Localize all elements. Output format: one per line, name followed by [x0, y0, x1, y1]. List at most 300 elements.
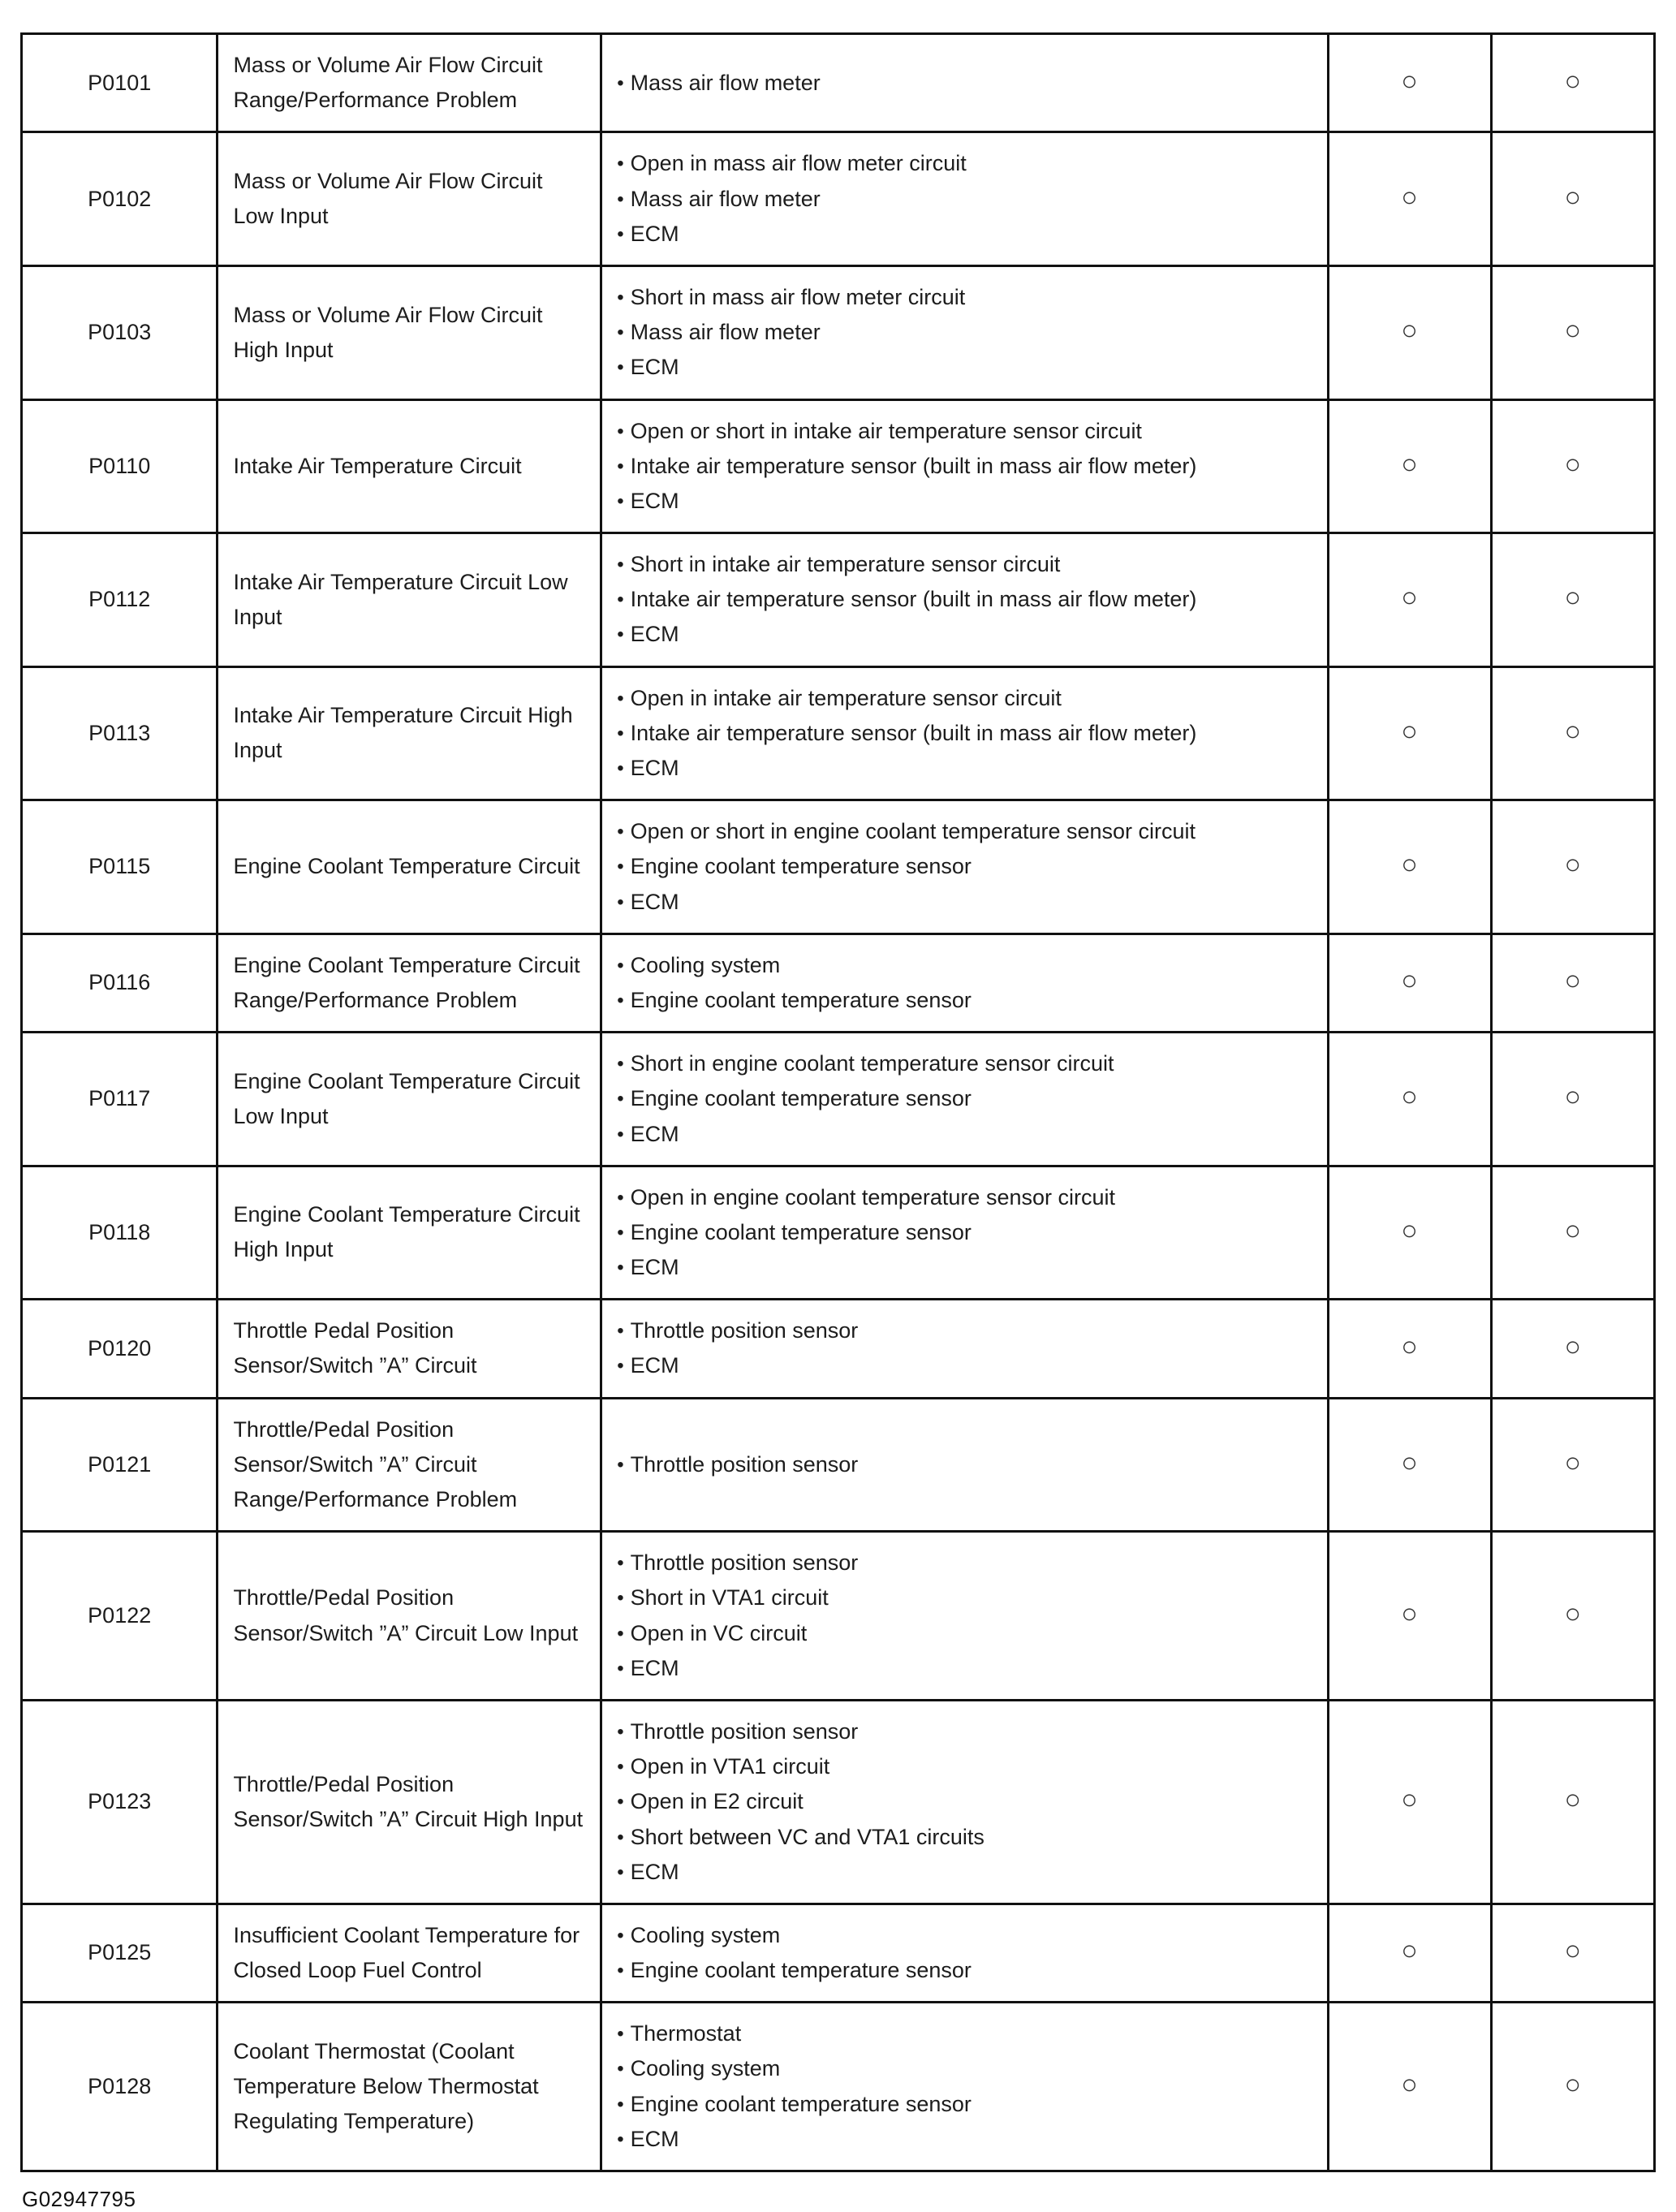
dtc-code: P0101 — [88, 70, 152, 95]
trouble-area-item — [617, 547, 1312, 582]
bullet-icon: • — [617, 321, 624, 344]
dtc-code-cell — [22, 934, 218, 1032]
trouble-area-list — [617, 1447, 1312, 1482]
mark-cell-2 — [1491, 34, 1654, 132]
bullet-icon: • — [617, 722, 624, 744]
trouble-area-list — [617, 681, 1312, 787]
trouble-area-item — [617, 1046, 1312, 1081]
bullet-icon: • — [617, 954, 624, 977]
trouble-area-text: Throttle position sensor — [630, 1451, 859, 1477]
table-row — [22, 1300, 1655, 1398]
dtc-description: Mass or Volume Air Flow Circuit High Input — [233, 302, 543, 362]
trouble-area-text: Short in intake air temperature sensor circuit — [630, 552, 1061, 577]
mark-cell-2 — [1491, 800, 1654, 934]
dtc-code-cell — [22, 2003, 218, 2171]
dtc-code: P0118 — [88, 1219, 151, 1244]
table-row — [22, 1700, 1655, 1904]
mark-cell-1 — [1328, 800, 1491, 934]
dtc-code: P0103 — [88, 320, 152, 345]
bullet-icon: • — [617, 420, 624, 442]
bullet-icon: • — [617, 356, 624, 379]
dtc-code: P0113 — [88, 720, 151, 745]
circle-mark-icon: ○ — [1564, 2069, 1582, 2101]
table-row — [22, 533, 1655, 667]
bullet-icon: • — [617, 554, 624, 576]
bullet-icon: • — [617, 890, 624, 913]
trouble-area-item — [617, 2016, 1312, 2051]
trouble-area-item — [617, 449, 1312, 484]
trouble-area-list — [617, 280, 1312, 386]
bullet-icon: • — [617, 71, 624, 94]
trouble-area-item — [617, 280, 1312, 315]
bullet-icon: • — [617, 1826, 624, 1848]
trouble-area-item — [617, 716, 1312, 751]
dtc-code: P0110 — [88, 453, 151, 478]
circle-mark-icon: ○ — [1401, 1784, 1418, 1816]
trouble-area-item — [617, 1651, 1312, 1686]
circle-mark-icon: ○ — [1401, 2069, 1418, 2101]
dtc-description-cell — [218, 399, 601, 533]
trouble-area-item — [617, 681, 1312, 716]
bullet-icon: • — [617, 1257, 624, 1279]
mark-cell-1 — [1328, 399, 1491, 533]
trouble-area-text: Cooling system — [630, 952, 781, 977]
circle-mark-icon: ○ — [1564, 849, 1582, 881]
mark-cell-1 — [1328, 1532, 1491, 1701]
mark-cell-1 — [1328, 533, 1491, 667]
trouble-area-text: ECM — [630, 1655, 679, 1680]
dtc-description: Coolant Thermostat (Coolant Temperature Below Thermostat Regulating Temperature) — [233, 2038, 539, 2134]
trouble-area-item — [617, 751, 1312, 786]
dtc-code-cell — [22, 34, 218, 132]
bullet-icon: • — [617, 1552, 624, 1575]
trouble-area-text: Short in engine coolant temperature sensor circuit — [630, 1051, 1114, 1076]
trouble-area-item — [617, 2087, 1312, 2122]
bullet-icon: • — [617, 1186, 624, 1209]
trouble-area-text: Engine coolant temperature sensor — [630, 1086, 972, 1111]
trouble-area-text: Engine coolant temperature sensor — [630, 2091, 972, 2116]
trouble-area-cell — [601, 1300, 1328, 1398]
trouble-area-text: Throttle position sensor — [630, 1718, 859, 1744]
dtc-description-cell — [218, 265, 601, 399]
trouble-area-text: Cooling system — [630, 1922, 781, 1947]
bullet-icon: • — [617, 2023, 624, 2046]
bullet-icon: • — [617, 989, 624, 1011]
bullet-icon: • — [617, 1123, 624, 1145]
circle-mark-icon: ○ — [1401, 965, 1418, 997]
trouble-area-cell — [601, 34, 1328, 132]
trouble-area-text: Short between VC and VTA1 circuits — [630, 1824, 984, 1849]
circle-mark-icon: ○ — [1564, 1447, 1582, 1478]
mark-cell-1 — [1328, 1300, 1491, 1398]
dtc-code-cell — [22, 1398, 218, 1532]
circle-mark-icon: ○ — [1564, 315, 1582, 347]
dtc-code: P0117 — [88, 1086, 151, 1111]
mark-cell-1 — [1328, 1904, 1491, 2002]
trouble-area-item — [617, 1081, 1312, 1116]
trouble-area-text: ECM — [630, 488, 679, 513]
circle-mark-icon: ○ — [1564, 181, 1582, 213]
bullet-icon: • — [617, 1587, 624, 1610]
figure-id: G02947795 — [22, 2187, 136, 2211]
dtc-code-cell — [22, 1532, 218, 1701]
trouble-area-text: Open in E2 circuit — [630, 1789, 804, 1814]
bullet-icon: • — [617, 1924, 624, 1947]
trouble-area-list — [617, 66, 1312, 101]
table-row — [22, 132, 1655, 266]
table-row — [22, 666, 1655, 800]
trouble-area-item — [617, 350, 1312, 385]
dtc-description-cell — [218, 1033, 601, 1166]
trouble-area-text: Thermostat — [630, 2021, 742, 2046]
trouble-area-text: ECM — [630, 622, 679, 647]
dtc-description: Throttle/Pedal Position Sensor/Switch ”A” Circuit Range/Performance Problem — [233, 1416, 518, 1511]
dtc-table-body — [22, 34, 1655, 2171]
trouble-area-item — [617, 983, 1312, 1018]
mark-cell-2 — [1491, 2003, 1654, 2171]
dtc-description-cell — [218, 1166, 601, 1300]
trouble-area-cell — [601, 132, 1328, 266]
trouble-area-item — [617, 1616, 1312, 1651]
trouble-area-list — [617, 1313, 1312, 1383]
bullet-icon: • — [617, 455, 624, 477]
dtc-description-cell — [218, 1300, 601, 1398]
trouble-area-item — [617, 1855, 1312, 1890]
table-row — [22, 265, 1655, 399]
bullet-icon: • — [617, 188, 624, 210]
mark-cell-2 — [1491, 1904, 1654, 2002]
dtc-code-cell — [22, 265, 218, 399]
mark-cell-1 — [1328, 34, 1491, 132]
trouble-area-text: ECM — [630, 2126, 679, 2151]
dtc-description-cell — [218, 1904, 601, 2002]
mark-cell-2 — [1491, 1532, 1654, 1701]
trouble-area-cell — [601, 666, 1328, 800]
dtc-description: Insufficient Coolant Temperature for Closed Loop Fuel Control — [233, 1922, 580, 1983]
dtc-description-cell — [218, 533, 601, 667]
trouble-area-item — [617, 1117, 1312, 1152]
trouble-area-item — [617, 315, 1312, 350]
mark-cell-1 — [1328, 934, 1491, 1032]
trouble-area-item — [617, 1820, 1312, 1855]
dtc-description: Intake Air Temperature Circuit — [233, 453, 522, 478]
trouble-area-text: Open or short in intake air temperature sensor circuit — [630, 418, 1142, 443]
dtc-table — [20, 32, 1656, 2172]
bullet-icon: • — [617, 153, 624, 175]
circle-mark-icon: ○ — [1564, 582, 1582, 614]
trouble-area-cell — [601, 1398, 1328, 1532]
bullet-icon: • — [617, 856, 624, 878]
trouble-area-item — [617, 182, 1312, 217]
table-row — [22, 934, 1655, 1032]
trouble-area-cell — [601, 1532, 1328, 1701]
trouble-area-item — [617, 885, 1312, 920]
circle-mark-icon: ○ — [1401, 181, 1418, 213]
trouble-area-item — [617, 217, 1312, 252]
trouble-area-item — [617, 484, 1312, 519]
circle-mark-icon: ○ — [1401, 1081, 1418, 1113]
trouble-area-text: ECM — [630, 1255, 679, 1280]
trouble-area-text: Engine coolant temperature sensor — [630, 987, 972, 1012]
mark-cell-2 — [1491, 1700, 1654, 1904]
trouble-area-text: Mass air flow meter — [630, 70, 821, 95]
mark-cell-1 — [1328, 1398, 1491, 1532]
trouble-area-list — [617, 547, 1312, 653]
trouble-area-item — [617, 948, 1312, 983]
mark-cell-1 — [1328, 1700, 1491, 1904]
mark-cell-1 — [1328, 666, 1491, 800]
trouble-area-cell — [601, 2003, 1328, 2171]
bullet-icon: • — [617, 1453, 624, 1476]
circle-mark-icon: ○ — [1564, 965, 1582, 997]
bullet-icon: • — [617, 1088, 624, 1110]
bullet-icon: • — [617, 623, 624, 646]
trouble-area-text: Open in VC circuit — [630, 1620, 808, 1645]
circle-mark-icon: ○ — [1401, 582, 1418, 614]
mark-cell-1 — [1328, 2003, 1491, 2171]
mark-cell-2 — [1491, 399, 1654, 533]
trouble-area-list — [617, 1714, 1312, 1890]
bullet-icon: • — [617, 1657, 624, 1679]
dtc-description-cell — [218, 1398, 601, 1532]
trouble-area-cell — [601, 1700, 1328, 1904]
bullet-icon: • — [617, 1756, 624, 1779]
trouble-area-text: Cooling system — [630, 2056, 781, 2081]
trouble-area-item — [617, 1447, 1312, 1482]
dtc-description-cell — [218, 1700, 601, 1904]
circle-mark-icon: ○ — [1401, 65, 1418, 97]
bullet-icon: • — [617, 821, 624, 843]
table-row — [22, 800, 1655, 934]
circle-mark-icon: ○ — [1564, 448, 1582, 480]
circle-mark-icon: ○ — [1401, 1598, 1418, 1629]
table-row — [22, 1166, 1655, 1300]
trouble-area-text: ECM — [630, 889, 679, 914]
dtc-description: Intake Air Temperature Circuit Low Input — [233, 569, 568, 629]
trouble-area-list — [617, 1046, 1312, 1152]
circle-mark-icon: ○ — [1401, 849, 1418, 881]
bullet-icon: • — [617, 1861, 624, 1883]
dtc-code: P0112 — [88, 587, 151, 612]
bullet-icon: • — [617, 1221, 624, 1244]
trouble-area-text: Short in mass air flow meter circuit — [630, 284, 966, 309]
bullet-icon: • — [617, 489, 624, 512]
circle-mark-icon: ○ — [1564, 1081, 1582, 1113]
circle-mark-icon: ○ — [1401, 1330, 1418, 1362]
trouble-area-text: ECM — [630, 1353, 679, 1378]
dtc-description-cell — [218, 934, 601, 1032]
table-row — [22, 1532, 1655, 1701]
trouble-area-cell — [601, 1904, 1328, 2002]
circle-mark-icon: ○ — [1401, 1447, 1418, 1478]
trouble-area-list — [617, 146, 1312, 252]
mark-cell-1 — [1328, 132, 1491, 266]
dtc-code: P0122 — [88, 1602, 152, 1628]
mark-cell-2 — [1491, 934, 1654, 1032]
trouble-area-item — [617, 1953, 1312, 1988]
trouble-area-item — [617, 1784, 1312, 1819]
circle-mark-icon: ○ — [1564, 1214, 1582, 1246]
trouble-area-item — [617, 1546, 1312, 1580]
trouble-area-item — [617, 849, 1312, 884]
trouble-area-text: Open in intake air temperature sensor circuit — [630, 685, 1062, 710]
circle-mark-icon: ○ — [1401, 315, 1418, 347]
dtc-description: Engine Coolant Temperature Circuit Range/Performance Problem — [233, 952, 580, 1012]
dtc-description: Mass or Volume Air Flow Circuit Range/Performance Problem — [233, 53, 543, 113]
bullet-icon: • — [617, 2128, 624, 2150]
mark-cell-2 — [1491, 666, 1654, 800]
dtc-code: P0116 — [88, 970, 151, 995]
dtc-description-cell — [218, 800, 601, 934]
trouble-area-item — [617, 1580, 1312, 1615]
trouble-area-item — [617, 414, 1312, 449]
trouble-area-text: Intake air temperature sensor (built in mass air flow meter) — [630, 453, 1197, 478]
trouble-area-text: Throttle position sensor — [630, 1550, 859, 1576]
dtc-description: Throttle/Pedal Position Sensor/Switch ”A” Circuit Low Input — [233, 1585, 579, 1645]
trouble-area-text: Short in VTA1 circuit — [630, 1585, 829, 1610]
bullet-icon: • — [617, 1720, 624, 1743]
dtc-code-cell — [22, 132, 218, 266]
dtc-description-cell — [218, 2003, 601, 2171]
dtc-description: Intake Air Temperature Circuit High Input — [233, 703, 573, 763]
dtc-code-cell — [22, 399, 218, 533]
dtc-description: Mass or Volume Air Flow Circuit Low Input — [233, 168, 543, 229]
mark-cell-2 — [1491, 265, 1654, 399]
trouble-area-item — [617, 2122, 1312, 2157]
bullet-icon: • — [617, 1053, 624, 1076]
trouble-area-list — [617, 1918, 1312, 1988]
mark-cell-1 — [1328, 1166, 1491, 1300]
dtc-description-cell — [218, 1532, 601, 1701]
trouble-area-text: Open or short in engine coolant temperature sensor circuit — [630, 819, 1196, 844]
dtc-description-cell — [218, 132, 601, 266]
mark-cell-2 — [1491, 1166, 1654, 1300]
bullet-icon: • — [617, 1355, 624, 1378]
bullet-icon: • — [617, 2058, 624, 2080]
circle-mark-icon: ○ — [1564, 715, 1582, 747]
trouble-area-text: Mass air flow meter — [630, 320, 821, 345]
mark-cell-2 — [1491, 132, 1654, 266]
bullet-icon: • — [617, 2093, 624, 2115]
trouble-area-text: Open in engine coolant temperature sensor circuit — [630, 1184, 1115, 1209]
dtc-description-cell — [218, 34, 601, 132]
circle-mark-icon: ○ — [1564, 1598, 1582, 1629]
trouble-area-item — [617, 1250, 1312, 1285]
dtc-code: P0123 — [88, 1789, 152, 1814]
table-row — [22, 34, 1655, 132]
trouble-area-text: Intake air temperature sensor (built in mass air flow meter) — [630, 587, 1197, 612]
trouble-area-cell — [601, 399, 1328, 533]
trouble-area-text: Intake air temperature sensor (built in mass air flow meter) — [630, 720, 1197, 745]
trouble-area-item — [617, 617, 1312, 652]
dtc-description: Throttle Pedal Position Sensor/Switch ”A” Circuit — [233, 1318, 477, 1378]
dtc-code-cell — [22, 666, 218, 800]
trouble-area-text: Engine coolant temperature sensor — [630, 1958, 972, 1983]
trouble-area-item — [617, 1918, 1312, 1953]
bullet-icon: • — [617, 1622, 624, 1645]
bullet-icon: • — [617, 1791, 624, 1813]
trouble-area-cell — [601, 1033, 1328, 1166]
trouble-area-cell — [601, 1166, 1328, 1300]
dtc-code-cell — [22, 1166, 218, 1300]
trouble-area-text: Engine coolant temperature sensor — [630, 1219, 972, 1244]
bullet-icon: • — [617, 687, 624, 709]
circle-mark-icon: ○ — [1401, 1214, 1418, 1246]
circle-mark-icon: ○ — [1401, 1935, 1418, 1967]
trouble-area-item — [617, 1180, 1312, 1215]
trouble-area-text: ECM — [630, 355, 679, 380]
trouble-area-item — [617, 2051, 1312, 2086]
bullet-icon: • — [617, 757, 624, 779]
dtc-code-cell — [22, 533, 218, 667]
trouble-area-item — [617, 66, 1312, 101]
table-row — [22, 1904, 1655, 2002]
trouble-area-text: Open in mass air flow meter circuit — [630, 151, 967, 176]
bullet-icon: • — [617, 1320, 624, 1343]
dtc-code-cell — [22, 1700, 218, 1904]
dtc-code: P0115 — [88, 854, 151, 879]
trouble-area-item — [617, 1714, 1312, 1749]
dtc-code: P0128 — [88, 2074, 152, 2099]
trouble-area-item — [617, 1348, 1312, 1383]
mark-cell-2 — [1491, 533, 1654, 667]
trouble-area-list — [617, 1546, 1312, 1686]
dtc-code: P0102 — [88, 186, 152, 211]
trouble-area-text: ECM — [630, 1121, 679, 1146]
trouble-area-list — [617, 414, 1312, 520]
trouble-area-item — [617, 146, 1312, 181]
circle-mark-icon: ○ — [1564, 65, 1582, 97]
bullet-icon: • — [617, 1960, 624, 1982]
dtc-code-cell — [22, 1904, 218, 2002]
trouble-area-text: ECM — [630, 756, 679, 780]
dtc-code: P0125 — [88, 1940, 152, 1965]
dtc-code-cell — [22, 1033, 218, 1166]
dtc-code: P0121 — [88, 1451, 152, 1477]
table-row — [22, 399, 1655, 533]
trouble-area-cell — [601, 533, 1328, 667]
dtc-description-cell — [218, 666, 601, 800]
trouble-area-item — [617, 814, 1312, 849]
trouble-area-cell — [601, 934, 1328, 1032]
mark-cell-2 — [1491, 1033, 1654, 1166]
trouble-area-text: ECM — [630, 1859, 679, 1884]
dtc-code: P0120 — [88, 1335, 152, 1360]
trouble-area-list — [617, 2016, 1312, 2157]
dtc-description: Engine Coolant Temperature Circuit — [233, 854, 580, 879]
dtc-description: Engine Coolant Temperature Circuit High Input — [233, 1202, 580, 1262]
trouble-area-list — [617, 948, 1312, 1018]
mark-cell-2 — [1491, 1398, 1654, 1532]
circle-mark-icon: ○ — [1564, 1935, 1582, 1967]
trouble-area-item — [617, 582, 1312, 617]
dtc-code-cell — [22, 800, 218, 934]
trouble-area-text: Open in VTA1 circuit — [630, 1754, 830, 1779]
trouble-area-cell — [601, 265, 1328, 399]
mark-cell-1 — [1328, 265, 1491, 399]
table-row — [22, 1033, 1655, 1166]
trouble-area-list — [617, 814, 1312, 920]
dtc-code-cell — [22, 1300, 218, 1398]
trouble-area-item — [617, 1749, 1312, 1784]
trouble-area-cell — [601, 800, 1328, 934]
table-row — [22, 1398, 1655, 1532]
circle-mark-icon: ○ — [1564, 1784, 1582, 1816]
trouble-area-text: ECM — [630, 221, 679, 246]
mark-cell-1 — [1328, 1033, 1491, 1166]
trouble-area-item — [617, 1215, 1312, 1250]
trouble-area-list — [617, 1180, 1312, 1286]
